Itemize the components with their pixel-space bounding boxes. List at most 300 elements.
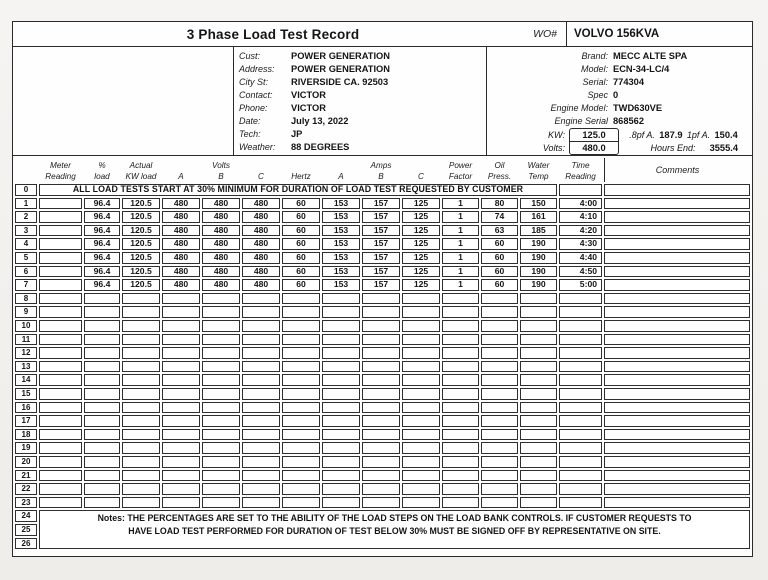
empty-cell [202, 374, 240, 386]
wo-number-value: VOLVO 156KVA [566, 22, 752, 46]
column-header-bottom: Press. [487, 172, 512, 182]
kw-label: KW: [548, 129, 565, 140]
reading-cell: 190 [520, 279, 557, 291]
column-header [39, 158, 82, 182]
empty-cell [242, 470, 280, 482]
table-row [15, 470, 750, 482]
reading-cell: 157 [362, 266, 400, 278]
meter-reading-cell [39, 211, 82, 223]
reading-cell: 60 [481, 266, 518, 278]
empty-cell [442, 470, 479, 482]
empty-cell [362, 334, 400, 346]
reading-cell: 60 [282, 198, 320, 210]
time-reading-cell: 5:00 [559, 279, 602, 291]
empty-cell [402, 429, 440, 441]
reading-cell: 60 [282, 238, 320, 250]
customer-field-label: Weather: [239, 142, 276, 153]
empty-cell [84, 442, 120, 454]
kw-volts-block [487, 128, 752, 155]
time-reading-cell: 4:10 [559, 211, 602, 223]
empty-cell [481, 415, 518, 427]
empty-cell [402, 361, 440, 373]
empty-cell [242, 334, 280, 346]
row-number: 25 [15, 524, 37, 536]
reading-cell: 125 [402, 238, 440, 250]
empty-cell [39, 415, 82, 427]
customer-field-row [239, 62, 486, 75]
empty-cell [84, 483, 120, 495]
time-reading-cell [559, 184, 602, 196]
empty-cell [442, 306, 479, 318]
meter-reading-cell [39, 266, 82, 278]
empty-cell [559, 470, 602, 482]
equipment-field-row [487, 49, 752, 62]
empty-cell [39, 374, 82, 386]
table-row [15, 497, 750, 509]
customer-field-label: Tech: [239, 129, 261, 140]
customer-field-row [239, 141, 486, 154]
reading-cell: 60 [481, 252, 518, 264]
comments-cell [604, 429, 750, 441]
notes-label: Notes: [97, 513, 128, 524]
empty-cell [242, 402, 280, 414]
customer-field-row [239, 75, 486, 88]
empty-cell [322, 374, 360, 386]
empty-cell [322, 388, 360, 400]
empty-cell [362, 470, 400, 482]
notes-line: HAVE LOAD TEST PERFORMED FOR DURATION OF TEST BELOW 30% MUST BE SIGNED OFF BY REPRESENTATIVE ON SITE. [128, 525, 661, 536]
equipment-field-value: 0 [613, 89, 619, 100]
comments-cell [604, 225, 750, 237]
reading-cell: 480 [242, 211, 280, 223]
comments-cell [604, 483, 750, 495]
customer-field-value: POWER GENERATION [291, 50, 390, 61]
empty-cell [242, 374, 280, 386]
empty-cell [84, 429, 120, 441]
empty-cell [162, 306, 200, 318]
empty-cell [442, 483, 479, 495]
table-row [15, 510, 750, 522]
reading-cell: 480 [162, 266, 200, 278]
volts-label: Volts: [542, 143, 565, 154]
reading-cell: 153 [322, 198, 360, 210]
empty-cell [202, 415, 240, 427]
empty-cell [122, 442, 160, 454]
reading-cell: 480 [202, 279, 240, 291]
empty-cell [402, 497, 440, 509]
reading-cell: 96.4 [84, 266, 120, 278]
customer-field-row [239, 88, 486, 101]
empty-cell [481, 361, 518, 373]
reading-cell: 480 [202, 252, 240, 264]
comments-cell [604, 238, 750, 250]
reading-cell: 1 [442, 225, 479, 237]
column-header-bottom: KW load [125, 172, 157, 182]
empty-cell [162, 347, 200, 359]
empty-cell [520, 306, 557, 318]
empty-cell [442, 456, 479, 468]
equipment-field-value: ECN-34-LC/4 [613, 63, 670, 74]
reading-cell: 96.4 [84, 238, 120, 250]
table-row [15, 442, 750, 454]
table-row [15, 252, 750, 264]
empty-cell [520, 402, 557, 414]
empty-cell [402, 374, 440, 386]
empty-cell [402, 320, 440, 332]
time-reading-cell: 4:20 [559, 225, 602, 237]
customer-field-label: Address: [239, 63, 275, 74]
empty-cell [202, 442, 240, 454]
empty-cell [322, 456, 360, 468]
empty-cell [282, 388, 320, 400]
empty-cell [322, 415, 360, 427]
time-reading-cell: 4:50 [559, 266, 602, 278]
empty-cell [202, 497, 240, 509]
equipment-field-row [487, 75, 752, 88]
reading-cell: 60 [481, 279, 518, 291]
empty-cell [242, 347, 280, 359]
empty-cell [202, 320, 240, 332]
reading-cell: 1 [442, 266, 479, 278]
comments-cell [604, 361, 750, 373]
column-header-bottom: B [378, 172, 384, 182]
reading-cell: 480 [202, 238, 240, 250]
comments-cell [604, 374, 750, 386]
empty-cell [481, 374, 518, 386]
kw-value: 125.0 [570, 129, 618, 142]
empty-cell [520, 347, 557, 359]
row-number: 12 [15, 347, 37, 359]
customer-field-value: 88 DEGREES [291, 142, 350, 153]
empty-cell [322, 293, 360, 305]
table-row [15, 415, 750, 427]
table-row [15, 198, 750, 210]
empty-cell [362, 415, 400, 427]
customer-field-value: VICTOR [291, 102, 326, 113]
reading-cell: 480 [202, 211, 240, 223]
empty-cell [362, 402, 400, 414]
empty-cell [39, 306, 82, 318]
equipment-field-value: TWD630VE [613, 102, 663, 113]
customer-field-row [239, 114, 486, 127]
reading-cell: 480 [162, 279, 200, 291]
empty-cell [162, 402, 200, 414]
reading-cell: 60 [282, 225, 320, 237]
reading-cell: 120.5 [122, 266, 160, 278]
equipment-field-row [487, 62, 752, 75]
reading-cell: 153 [322, 252, 360, 264]
empty-cell [282, 497, 320, 509]
title-cell [13, 22, 566, 46]
table-row [15, 334, 750, 346]
empty-cell [481, 388, 518, 400]
empty-cell [242, 306, 280, 318]
empty-cell [282, 470, 320, 482]
empty-cell [122, 306, 160, 318]
empty-cell [202, 334, 240, 346]
empty-cell [39, 361, 82, 373]
reading-cell: 190 [520, 266, 557, 278]
table-row [15, 293, 750, 305]
column-header [84, 158, 120, 182]
reading-cell: 1 [442, 238, 479, 250]
empty-cell [442, 402, 479, 414]
reading-cell: 125 [402, 252, 440, 264]
column-header-top: Amps [370, 161, 392, 171]
row-number: 18 [15, 429, 37, 441]
empty-cell [481, 347, 518, 359]
empty-cell [202, 470, 240, 482]
reading-cell: 96.4 [84, 252, 120, 264]
customer-field-value: July 13, 2022 [291, 116, 349, 127]
empty-cell [84, 334, 120, 346]
empty-cell [162, 442, 200, 454]
row-number: 20 [15, 456, 37, 468]
row-number: 6 [15, 266, 37, 278]
empty-cell [282, 361, 320, 373]
time-reading-cell: 4:00 [559, 198, 602, 210]
empty-cell [84, 470, 120, 482]
comments-cell [604, 306, 750, 318]
empty-cell [481, 497, 518, 509]
reading-cell: 1 [442, 211, 479, 223]
empty-cell [322, 483, 360, 495]
meter-reading-cell [39, 198, 82, 210]
empty-cell [162, 293, 200, 305]
table-row [15, 306, 750, 318]
empty-cell [84, 320, 120, 332]
empty-cell [442, 320, 479, 332]
empty-cell [122, 361, 160, 373]
reading-cell: 157 [362, 198, 400, 210]
empty-cell [481, 429, 518, 441]
empty-cell [84, 402, 120, 414]
reading-cell: 480 [202, 225, 240, 237]
empty-cell [322, 361, 360, 373]
reading-cell: 150 [520, 198, 557, 210]
empty-cell [84, 456, 120, 468]
column-header [322, 158, 360, 182]
equipment-field-label: Serial: [582, 76, 608, 87]
reading-cell: 480 [162, 198, 200, 210]
empty-cell [322, 429, 360, 441]
empty-cell [442, 374, 479, 386]
empty-cell [559, 442, 602, 454]
empty-cell [39, 456, 82, 468]
empty-cell [559, 456, 602, 468]
row-number: 17 [15, 415, 37, 427]
empty-cell [39, 497, 82, 509]
empty-cell [402, 334, 440, 346]
empty-cell [559, 483, 602, 495]
meter-reading-cell [39, 279, 82, 291]
reading-cell: 125 [402, 266, 440, 278]
empty-cell [402, 347, 440, 359]
reading-cell: 480 [162, 252, 200, 264]
empty-cell [520, 361, 557, 373]
column-header [520, 158, 557, 182]
comments-cell [604, 456, 750, 468]
reading-cell: 190 [520, 238, 557, 250]
empty-cell [481, 320, 518, 332]
empty-cell [282, 293, 320, 305]
empty-cell [559, 415, 602, 427]
empty-cell [39, 429, 82, 441]
reading-cell: 1 [442, 279, 479, 291]
empty-cell [162, 483, 200, 495]
reading-cell: 120.5 [122, 198, 160, 210]
reading-cell: 480 [162, 211, 200, 223]
empty-cell [362, 347, 400, 359]
info-section [13, 47, 752, 156]
empty-cell [84, 388, 120, 400]
empty-cell [242, 293, 280, 305]
empty-cell [362, 429, 400, 441]
column-header-bottom: Reading [565, 172, 596, 182]
empty-cell [322, 347, 360, 359]
empty-cell [282, 320, 320, 332]
empty-cell [442, 334, 479, 346]
table-row [15, 361, 750, 373]
load-test-banner: ALL LOAD TESTS START AT 30% MINIMUM FOR DURATION OF LOAD TEST REQUESTED BY CUSTOMER [39, 184, 557, 196]
column-header-bottom: C [418, 172, 424, 182]
empty-cell [202, 456, 240, 468]
row-number: 15 [15, 388, 37, 400]
customer-field-label: Phone: [239, 102, 268, 113]
customer-field-label: Date: [239, 116, 261, 127]
reading-cell: 157 [362, 279, 400, 291]
reading-cell: 480 [242, 266, 280, 278]
readings-table [13, 156, 752, 551]
table-row [15, 388, 750, 400]
reading-cell: 60 [282, 279, 320, 291]
empty-cell [402, 415, 440, 427]
empty-cell [402, 483, 440, 495]
time-reading-cell: 4:30 [559, 238, 602, 250]
equipment-field-row [487, 114, 752, 127]
empty-cell [122, 293, 160, 305]
comments-cell [604, 402, 750, 414]
customer-field-row [239, 101, 486, 114]
column-header-top: Meter [50, 161, 71, 171]
customer-info-block [234, 47, 487, 155]
column-header-top: % [98, 161, 106, 171]
table-row [15, 483, 750, 495]
empty-cell [242, 497, 280, 509]
reading-cell: 1 [442, 252, 479, 264]
column-header-top: Actual [129, 161, 153, 171]
reading-cell: 96.4 [84, 198, 120, 210]
empty-cell [520, 429, 557, 441]
reading-cell: 157 [362, 225, 400, 237]
pf8-value: 187.9 [659, 129, 683, 140]
table-header-row [15, 158, 750, 182]
reading-cell: 157 [362, 252, 400, 264]
reading-cell: 60 [481, 238, 518, 250]
comments-cell [604, 415, 750, 427]
table-row [15, 279, 750, 291]
column-header-bottom: B [218, 172, 224, 182]
row-number: 21 [15, 470, 37, 482]
column-header-bottom: Temp [528, 172, 549, 182]
empty-cell [122, 483, 160, 495]
reading-cell: 1 [442, 198, 479, 210]
row-number: 7 [15, 279, 37, 291]
empty-cell [559, 347, 602, 359]
readings-table-area [13, 156, 752, 556]
reading-cell: 120.5 [122, 238, 160, 250]
empty-cell [282, 429, 320, 441]
load-test-record-form [12, 21, 753, 557]
row-number: 16 [15, 402, 37, 414]
column-header-bottom: A [178, 172, 184, 182]
empty-cell [559, 388, 602, 400]
reading-cell: 480 [242, 279, 280, 291]
empty-cell [282, 334, 320, 346]
row-number: 9 [15, 306, 37, 318]
empty-cell [322, 470, 360, 482]
reading-cell: 80 [481, 198, 518, 210]
notes-line: Notes: THE PERCENTAGES ARE SET TO THE ABILITY OF THE LOAD STEPS ON THE LOAD BANK CONTROLS. IF CUSTOMER REQUESTS TO [97, 513, 692, 524]
reading-cell: 190 [520, 252, 557, 264]
reading-cell: 125 [402, 211, 440, 223]
table-row [15, 402, 750, 414]
comments-cell [604, 334, 750, 346]
row-number: 2 [15, 211, 37, 223]
empty-cell [322, 320, 360, 332]
reading-cell: 185 [520, 225, 557, 237]
empty-cell [481, 442, 518, 454]
empty-cell [520, 388, 557, 400]
column-header-bottom: Hertz [291, 172, 311, 182]
comments-cell [604, 252, 750, 264]
empty-cell [84, 347, 120, 359]
empty-cell [362, 442, 400, 454]
empty-cell [520, 415, 557, 427]
row-number: 11 [15, 334, 37, 346]
empty-cell [162, 374, 200, 386]
header-rownum-spacer [15, 158, 37, 182]
empty-cell [39, 470, 82, 482]
reading-cell: 63 [481, 225, 518, 237]
comments-cell [604, 388, 750, 400]
kw-volts-value-box [569, 128, 619, 155]
empty-cell [442, 497, 479, 509]
reading-cell: 74 [481, 211, 518, 223]
comments-cell [604, 198, 750, 210]
column-header [362, 158, 400, 182]
reading-cell: 480 [242, 252, 280, 264]
empty-cell [122, 470, 160, 482]
row-number: 3 [15, 225, 37, 237]
empty-cell [39, 442, 82, 454]
empty-cell [362, 483, 400, 495]
empty-cell [39, 347, 82, 359]
reading-cell: 153 [322, 279, 360, 291]
empty-cell [202, 347, 240, 359]
table-row [15, 456, 750, 468]
table-row [15, 429, 750, 441]
empty-cell [242, 456, 280, 468]
comments-cell [604, 184, 750, 196]
column-header [282, 158, 320, 182]
empty-cell [202, 483, 240, 495]
reading-cell: 153 [322, 211, 360, 223]
column-header [481, 158, 518, 182]
empty-cell [84, 497, 120, 509]
empty-cell [322, 402, 360, 414]
empty-cell [202, 402, 240, 414]
